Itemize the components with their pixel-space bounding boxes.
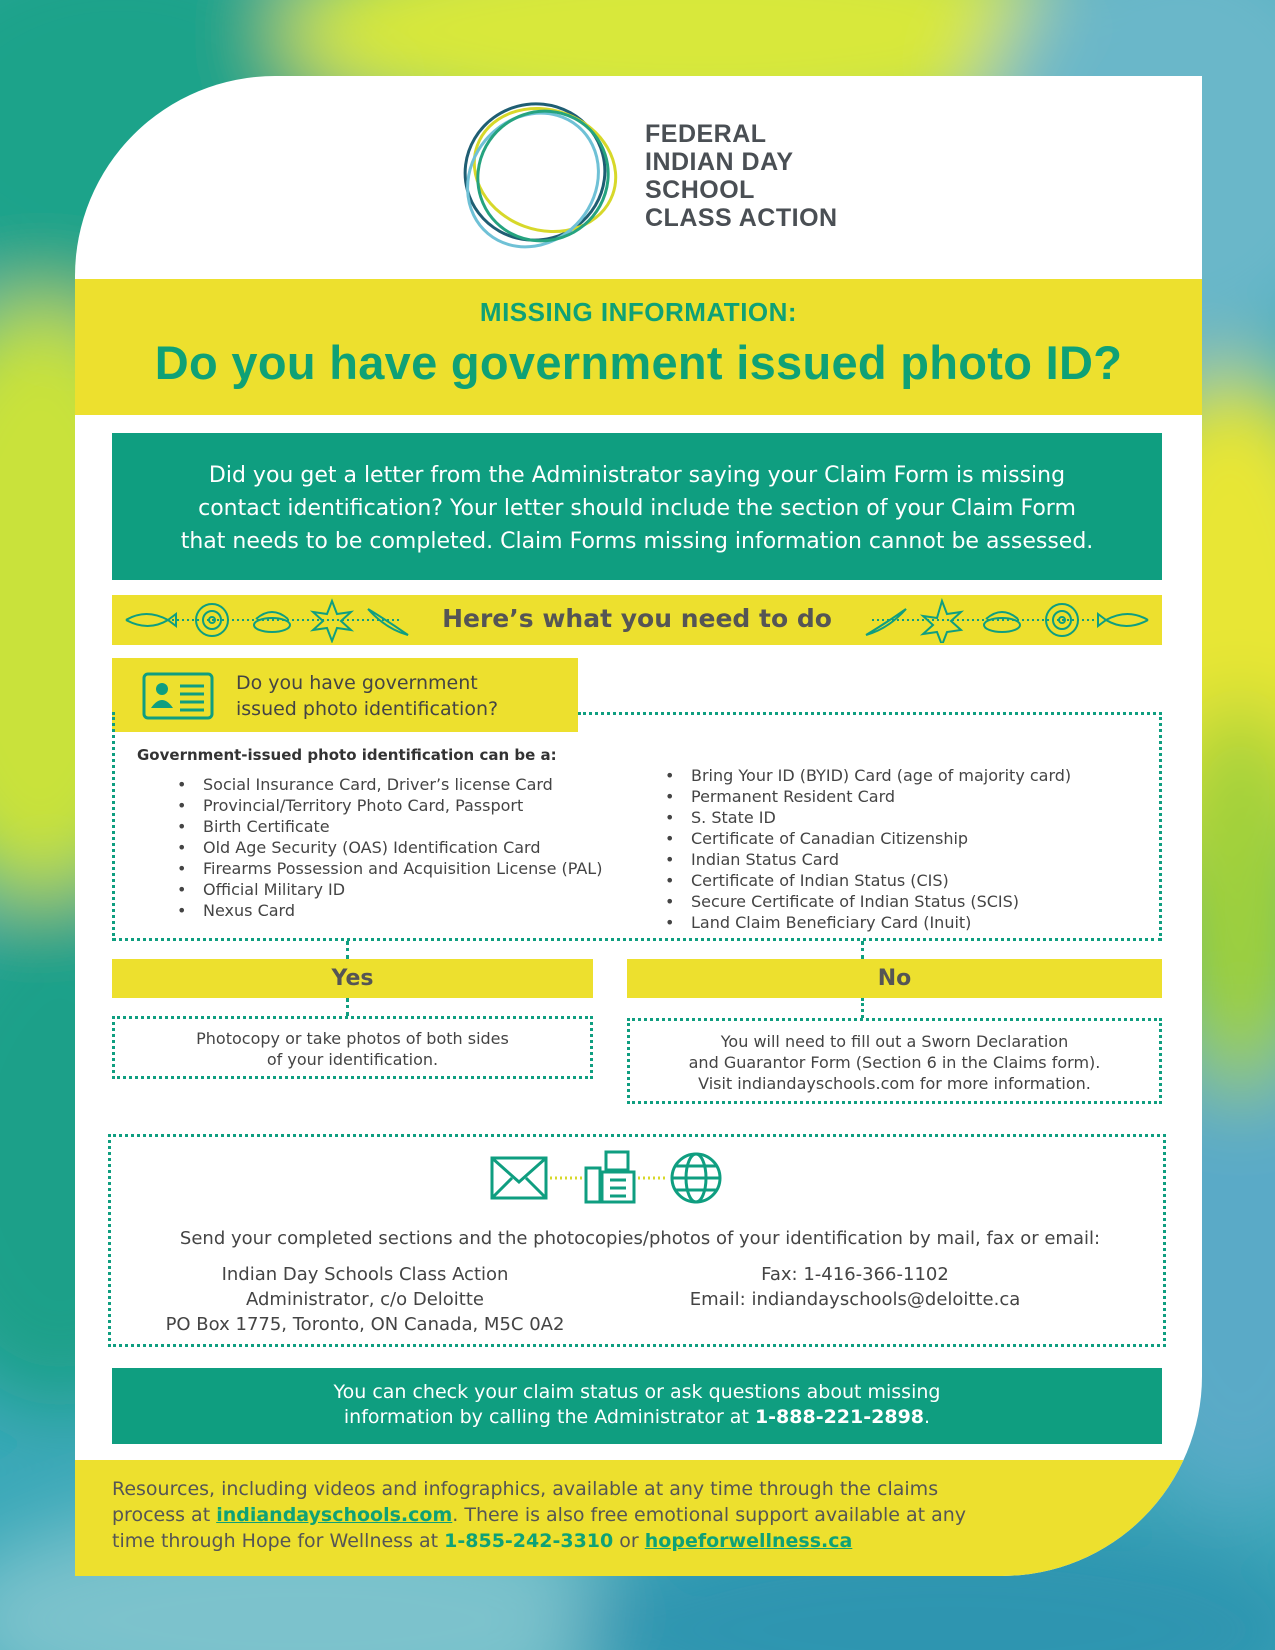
- intro-line: Did you get a letter from the Administrator saying your Claim Form is missing: [208, 463, 1066, 488]
- list-item: • Permanent Resident Card: [691, 786, 1071, 807]
- send-icons: [490, 1150, 730, 1206]
- address-line: PO Box 1775, Toronto, ON Canada, M5C 0A2: [165, 1314, 565, 1335]
- logo-line: SCHOOL: [645, 176, 755, 204]
- no-label: No: [627, 959, 1162, 998]
- id-list-lead: Government-issued photo identification can be a:: [137, 746, 557, 764]
- hopeforwellness-link[interactable]: hopeforwellness.ca: [644, 1530, 853, 1552]
- mailing-address: [135, 1262, 595, 1337]
- fax-number: Fax: 1-416-366-1102: [761, 1264, 949, 1285]
- call-text: information by calling the Administrator at: [343, 1406, 755, 1428]
- footer-line: [112, 1528, 1082, 1554]
- yes-label: Yes: [112, 959, 593, 998]
- intro-box: [112, 433, 1162, 580]
- list-item: • Land Claim Beneficiary Card (Inuit): [691, 912, 1071, 933]
- list-item: • Official Military ID: [203, 879, 602, 900]
- address-line: Administrator, c/o Deloitte: [246, 1289, 484, 1310]
- list-item: • Secure Certificate of Indian Status (SCIS): [691, 891, 1071, 912]
- header-band: [75, 279, 1202, 415]
- list-item: • S. State ID: [691, 807, 1071, 828]
- footer-line: Resources, including videos and infographics, available at any time through the claims: [112, 1478, 939, 1500]
- call-line-2: [112, 1405, 1162, 1430]
- footer-line: [112, 1502, 1082, 1528]
- logo-line: FEDERAL: [645, 120, 767, 148]
- globe-icon: [672, 1154, 720, 1202]
- no-line: and Guarantor Form (Section 6 in the Claims form).: [688, 1053, 1101, 1072]
- hope-phone[interactable]: 1-855-242-3310: [444, 1530, 614, 1552]
- question-line: Do you have government: [236, 672, 478, 694]
- footer-text: or: [613, 1530, 645, 1552]
- logo-line: CLASS ACTION: [645, 204, 838, 232]
- connector-no-bottom: [861, 998, 864, 1018]
- flyer-card: [75, 76, 1202, 1576]
- intro-line: that needs to be completed. Claim Forms missing information cannot be assessed.: [180, 529, 1094, 554]
- list-item: • Bring Your ID (BYID) Card (age of majority card): [691, 765, 1071, 786]
- fax-email: [635, 1262, 1075, 1312]
- logo-text: [645, 120, 838, 232]
- administrator-phone[interactable]: 1-888-221-2898: [754, 1406, 925, 1428]
- call-line: You can check your claim status or ask questions about missing: [333, 1381, 941, 1403]
- list-item: • Indian Status Card: [691, 849, 1071, 870]
- list-item: • Social Insurance Card, Driver’s license Card: [203, 774, 602, 795]
- footer-text: . There is also free emotional support available at any: [452, 1504, 967, 1526]
- list-item: • Firearms Possession and Acquisition License (PAL): [203, 858, 602, 879]
- no-answer-box: [627, 1018, 1162, 1104]
- email-address[interactable]: Email: indiandayschools@deloitte.ca: [689, 1289, 1021, 1310]
- footer-text: time through Hope for Wellness at: [112, 1530, 445, 1552]
- todo-band: [112, 595, 1162, 645]
- list-item: • Certificate of Canadian Citizenship: [691, 828, 1071, 849]
- yes-answer-box: [112, 1016, 593, 1079]
- mail-icon: [492, 1158, 546, 1198]
- footer-text: process at: [112, 1504, 217, 1526]
- call-text: .: [924, 1406, 931, 1428]
- yes-line: of your identification.: [266, 1050, 439, 1069]
- yes-line: Photocopy or take photos of both sides: [196, 1029, 509, 1048]
- id-list-right: [665, 765, 1071, 933]
- connector-yes-bottom: [346, 998, 349, 1016]
- logo-line: INDIAN DAY: [645, 148, 794, 176]
- question-line: issued photo identification?: [236, 698, 499, 720]
- connector-yes-top: [346, 941, 349, 959]
- list-item: • Nexus Card: [203, 900, 602, 921]
- todo-title: Here’s what you need to do: [442, 604, 832, 633]
- no-line: Visit indiandayschools.com for more information.: [698, 1074, 1091, 1093]
- kicker: MISSING INFORMATION:: [479, 297, 798, 327]
- list-item: • Provincial/Territory Photo Card, Passport: [203, 795, 602, 816]
- address-line: Indian Day Schools Class Action: [221, 1264, 509, 1285]
- list-item: • Certificate of Indian Status (CIS): [691, 870, 1071, 891]
- connector-no-top: [861, 941, 864, 959]
- indiandayschools-link[interactable]: indiandayschools.com: [216, 1504, 453, 1526]
- call-band: [112, 1368, 1162, 1444]
- intro-line: contact identification? Your letter should include the section of your Claim Form: [198, 496, 1076, 521]
- fax-icon: [586, 1152, 634, 1202]
- list-item: • Birth Certificate: [203, 816, 602, 837]
- id-list-box-top-border: [578, 712, 1162, 715]
- send-instruction: Send your completed sections and the photocopies/photos of your identification by mail, fax or email:: [179, 1228, 1101, 1249]
- no-line: You will need to fill out a Sworn Declaration: [720, 1032, 1069, 1051]
- footer-band: [75, 1460, 1202, 1576]
- list-item: • Old Age Security (OAS) Identification Card: [203, 837, 602, 858]
- decor-right-icon: [852, 597, 1152, 643]
- id-list-left: [177, 774, 602, 921]
- decor-left-icon: [122, 597, 422, 643]
- page-title: Do you have government issued photo ID?: [154, 336, 1123, 389]
